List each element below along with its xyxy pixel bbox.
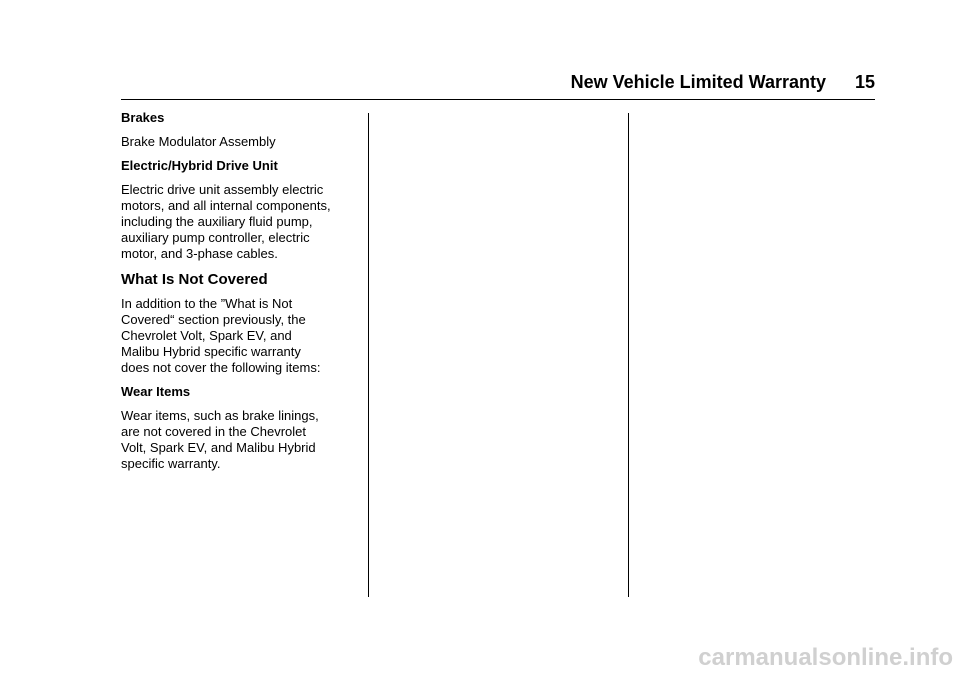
paragraph-line: Electric drive unit assembly electric (121, 182, 324, 197)
paragraph-line: auxiliary pump controller, electric (121, 230, 310, 245)
paragraph-line: Volt, Spark EV, and Malibu Hybrid (121, 440, 316, 455)
paragraph-line: Wear items, such as brake linings, (121, 408, 319, 423)
paragraph-line: does not cover the following items: (121, 360, 321, 375)
site-watermark: carmanualsonline.info (698, 644, 953, 671)
brakes-text: Brake Modulator Assembly (121, 134, 276, 149)
wear-items-heading: Wear Items (121, 384, 191, 399)
page-number: 15 (854, 72, 875, 92)
not-covered-heading: What Is Not Covered (121, 271, 268, 288)
paragraph-line: Chevrolet Volt, Spark EV, and (121, 328, 292, 343)
header-rule (121, 99, 875, 100)
paragraph-line: specific warranty. (121, 456, 221, 471)
drive-unit-heading: Electric/Hybrid Drive Unit (121, 158, 278, 173)
paragraph-line: including the auxiliary fluid pump, (121, 214, 313, 229)
paragraph-line: In addition to the ”What is Not (121, 296, 293, 311)
paragraph-line: Malibu Hybrid specific warranty (121, 344, 301, 359)
paragraph-line: motor, and 3-phase cables. (121, 246, 278, 261)
wear-items-paragraph (121, 408, 361, 472)
paragraph-line: are not covered in the Chevrolet (121, 424, 306, 439)
paragraph-line: Covered“ section previously, the (121, 312, 306, 327)
not-covered-paragraph (121, 296, 361, 376)
text-column-1 (121, 110, 361, 480)
paragraph-line: motors, and all internal components, (121, 198, 331, 213)
column-divider-right (628, 113, 629, 597)
brakes-heading: Brakes (121, 110, 165, 125)
drive-unit-paragraph (121, 182, 361, 262)
column-divider-left (368, 113, 369, 597)
page-header-title: New Vehicle Limited Warranty (570, 72, 826, 92)
